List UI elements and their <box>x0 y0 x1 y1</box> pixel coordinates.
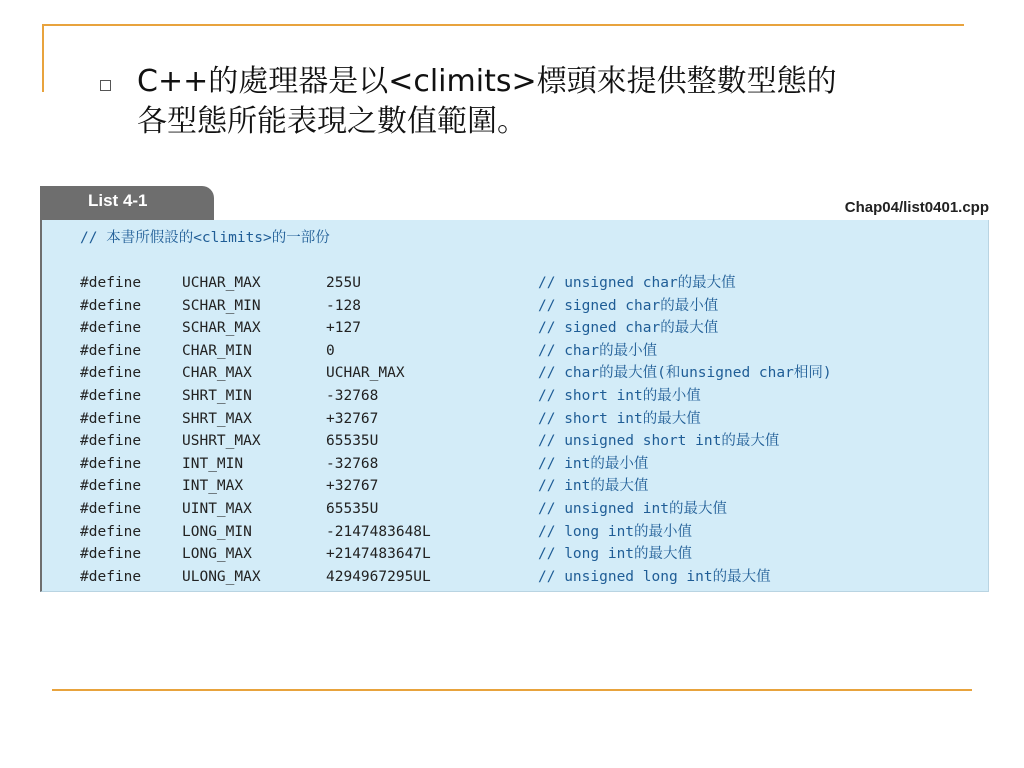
source-file-label: Chap04/list0401.cpp <box>844 199 989 216</box>
macro-name: UINT_MAX <box>182 500 252 517</box>
code-line <box>80 385 980 408</box>
macro-name: USHRT_MAX <box>182 433 261 450</box>
code-line <box>80 272 980 295</box>
code-line <box>80 521 980 544</box>
left-divider <box>42 24 44 92</box>
define-keyword: #define <box>80 478 142 495</box>
macro-value: 0 <box>326 342 335 359</box>
code-header-comment: // 本書所假設的<climits>的一部份 <box>80 230 330 246</box>
code-comment: // signed char的最小值 <box>538 297 719 314</box>
bullet-text <box>137 62 957 142</box>
define-keyword: #define <box>80 410 142 427</box>
code-comment: // int的最小值 <box>538 455 649 472</box>
define-keyword: #define <box>80 546 142 563</box>
macro-name: LONG_MAX <box>182 546 252 563</box>
macro-value: UCHAR_MAX <box>326 365 405 382</box>
macro-value: 65535U <box>326 500 379 517</box>
listing-tab <box>40 186 214 224</box>
macro-name: LONG_MIN <box>182 523 252 540</box>
top-divider <box>42 24 964 26</box>
macro-name: SCHAR_MAX <box>182 320 261 337</box>
code-line <box>80 430 980 453</box>
code-comment: // unsigned int的最大值 <box>538 500 727 517</box>
macro-value: -32768 <box>326 455 379 472</box>
macro-value: -2147483648L <box>326 523 431 540</box>
code-line <box>80 498 980 521</box>
code-comment: // char的最小值 <box>538 342 658 359</box>
code-line <box>80 543 980 566</box>
bottom-divider <box>52 689 972 691</box>
listing-tab-label: List 4-1 <box>88 191 148 210</box>
macro-value: +127 <box>326 320 361 337</box>
code-comment: // long int的最小值 <box>538 523 693 540</box>
code-comment: // long int的最大值 <box>538 546 693 563</box>
macro-name: CHAR_MIN <box>182 342 252 359</box>
code-line <box>80 408 980 431</box>
code-line <box>80 566 980 589</box>
code-comment: // unsigned short int的最大值 <box>538 433 780 450</box>
macro-name: INT_MIN <box>182 455 244 472</box>
bullet-text-line-2: 各型態所能表現之數值範圍。 <box>137 104 527 139</box>
code-line <box>80 475 980 498</box>
macro-value: +32767 <box>326 478 379 495</box>
define-keyword: #define <box>80 568 142 585</box>
code-line <box>80 340 980 363</box>
bullet-text-line-1: C++的處理器是以<climits>標頭來提供整數型態的 <box>137 64 837 99</box>
define-keyword: #define <box>80 320 142 337</box>
code-line <box>80 362 980 385</box>
code-line <box>80 295 980 318</box>
define-keyword: #define <box>80 387 142 404</box>
macro-value: 255U <box>326 275 361 291</box>
code-line <box>80 453 980 476</box>
code-comment: // unsigned long int的最大值 <box>538 568 771 585</box>
macro-name: INT_MAX <box>182 478 244 495</box>
code-comment: // int的最大值 <box>538 478 649 495</box>
square-bullet-icon <box>100 80 111 91</box>
code-comment: // char的最大值(和unsigned char相同) <box>538 365 832 382</box>
define-keyword: #define <box>80 433 142 450</box>
macro-value: +2147483647L <box>326 546 431 563</box>
macro-value: -128 <box>326 297 361 314</box>
macro-name: ULONG_MAX <box>182 568 261 585</box>
macro-value: 4294967295UL <box>326 568 431 585</box>
define-keyword: #define <box>80 297 142 314</box>
macro-value: -32768 <box>326 387 379 404</box>
define-keyword: #define <box>80 523 142 540</box>
macro-name: SCHAR_MIN <box>182 297 261 314</box>
code-comment: // short int的最小值 <box>538 387 701 404</box>
macro-value: 65535U <box>326 433 379 450</box>
macro-name: SHRT_MIN <box>182 387 252 404</box>
macro-name: CHAR_MAX <box>182 365 252 382</box>
macro-name: SHRT_MAX <box>182 410 252 427</box>
code-comment: // short int的最大值 <box>538 410 701 427</box>
define-keyword: #define <box>80 275 142 291</box>
code-lines <box>80 272 980 588</box>
code-comment: // unsigned char的最大值 <box>538 275 736 291</box>
macro-name: UCHAR_MAX <box>182 275 261 291</box>
define-keyword: #define <box>80 455 142 472</box>
define-keyword: #define <box>80 365 142 382</box>
define-keyword: #define <box>80 500 142 517</box>
code-line <box>80 317 980 340</box>
define-keyword: #define <box>80 342 142 359</box>
code-comment: // signed char的最大值 <box>538 320 719 337</box>
macro-value: +32767 <box>326 410 379 427</box>
